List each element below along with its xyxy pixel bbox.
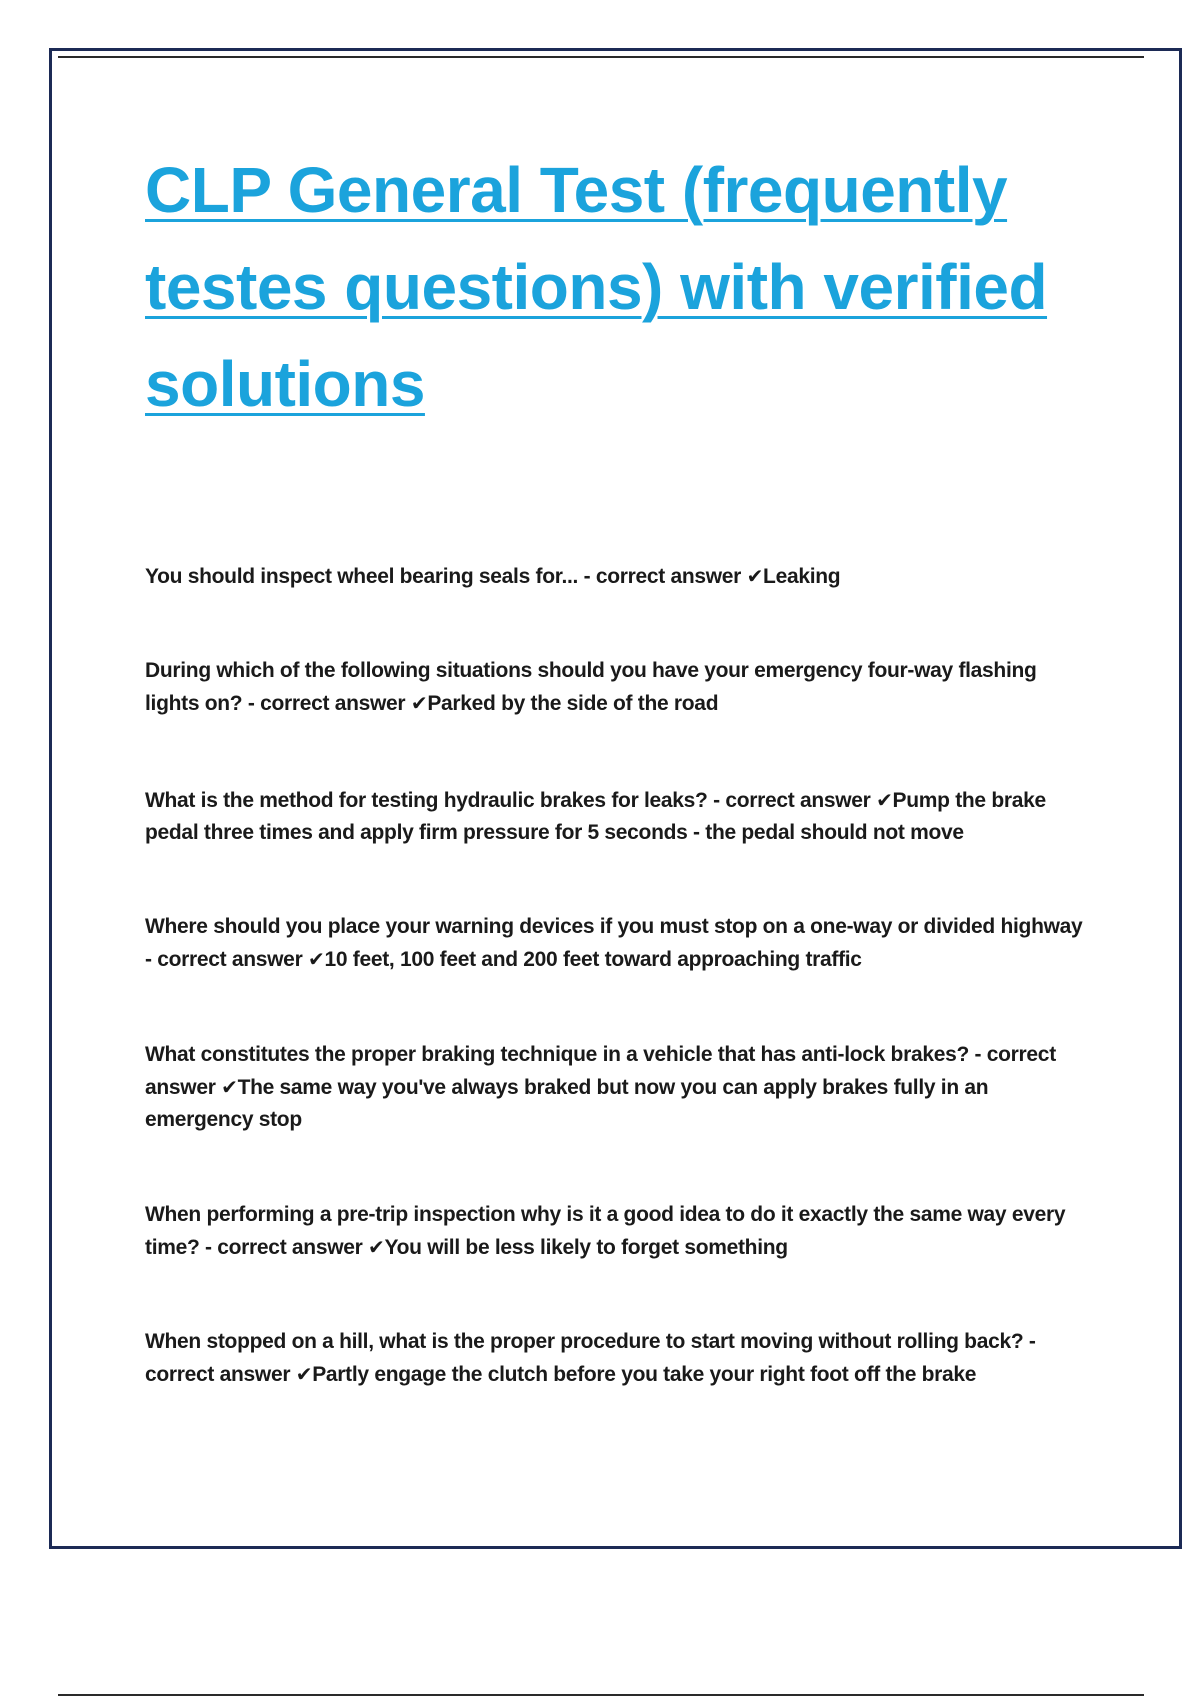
- qa-item: [145, 1199, 1090, 1264]
- question-text: What is the method for testing hydraulic brakes for leaks?: [145, 789, 708, 812]
- question-text: During which of the following situations should you have your emergency four-way flashing lights on?: [145, 659, 1037, 715]
- answer-separator: - correct answer: [707, 789, 877, 812]
- answer-separator: - correct answer: [145, 1043, 1056, 1099]
- qa-item: [145, 911, 1090, 976]
- document-title: CLP General Test (frequently testes questions) with verified solutions: [145, 154, 1048, 420]
- answer-text: Partly engage the clutch before you take your right foot off the brake: [312, 1363, 977, 1386]
- answer-text: Leaking: [763, 565, 841, 588]
- question-text: What constitutes the proper braking technique in a vehicle that has anti-lock brakes?: [145, 1043, 970, 1066]
- qa-item: [145, 655, 1090, 720]
- question-text: When stopped on a hill, what is the proper procedure to start moving without rolling back?: [145, 1330, 1024, 1353]
- header-rule: [58, 56, 1144, 58]
- checkmark-icon: ✔: [295, 1362, 313, 1386]
- answer-separator: - correct answer: [199, 1236, 369, 1259]
- qa-item: [145, 1039, 1090, 1136]
- checkmark-icon: ✔: [746, 564, 764, 588]
- qa-item: [145, 1326, 1090, 1391]
- answer-separator: - correct answer: [578, 565, 747, 588]
- footer-rule: [58, 1694, 1144, 1696]
- checkmark-icon: ✔: [307, 947, 325, 971]
- answer-text: Pump the brake pedal three times and apply firm pressure for 5 seconds - the pedal should not move: [145, 789, 1046, 844]
- qa-item: [145, 784, 1090, 849]
- checkmark-icon: ✔: [221, 1075, 238, 1099]
- question-text: When performing a pre-trip inspection why is it a good idea to do it exactly the same way every time?: [145, 1203, 1066, 1259]
- answer-separator: - correct answer: [145, 1330, 1036, 1386]
- answer-text: 10 feet, 100 feet and 200 feet toward approaching traffic: [324, 948, 862, 971]
- question-text: You should inspect wheel bearing seals for...: [145, 565, 579, 588]
- answer-text: The same way you've always braked but now you can apply brakes fully in an emergency stop: [145, 1076, 989, 1131]
- answer-text: Parked by the side of the road: [427, 692, 719, 715]
- answer-text: You will be less likely to forget something: [384, 1236, 788, 1259]
- checkmark-icon: ✔: [876, 788, 893, 812]
- qa-item: [145, 560, 1090, 593]
- checkmark-icon: ✔: [368, 1235, 385, 1259]
- question-text: Where should you place your warning devices if you must stop on a one-way or divided highway: [145, 915, 1083, 938]
- checkmark-icon: ✔: [410, 691, 428, 715]
- answer-separator: - correct answer: [145, 948, 308, 971]
- answer-separator: - correct answer: [242, 692, 411, 715]
